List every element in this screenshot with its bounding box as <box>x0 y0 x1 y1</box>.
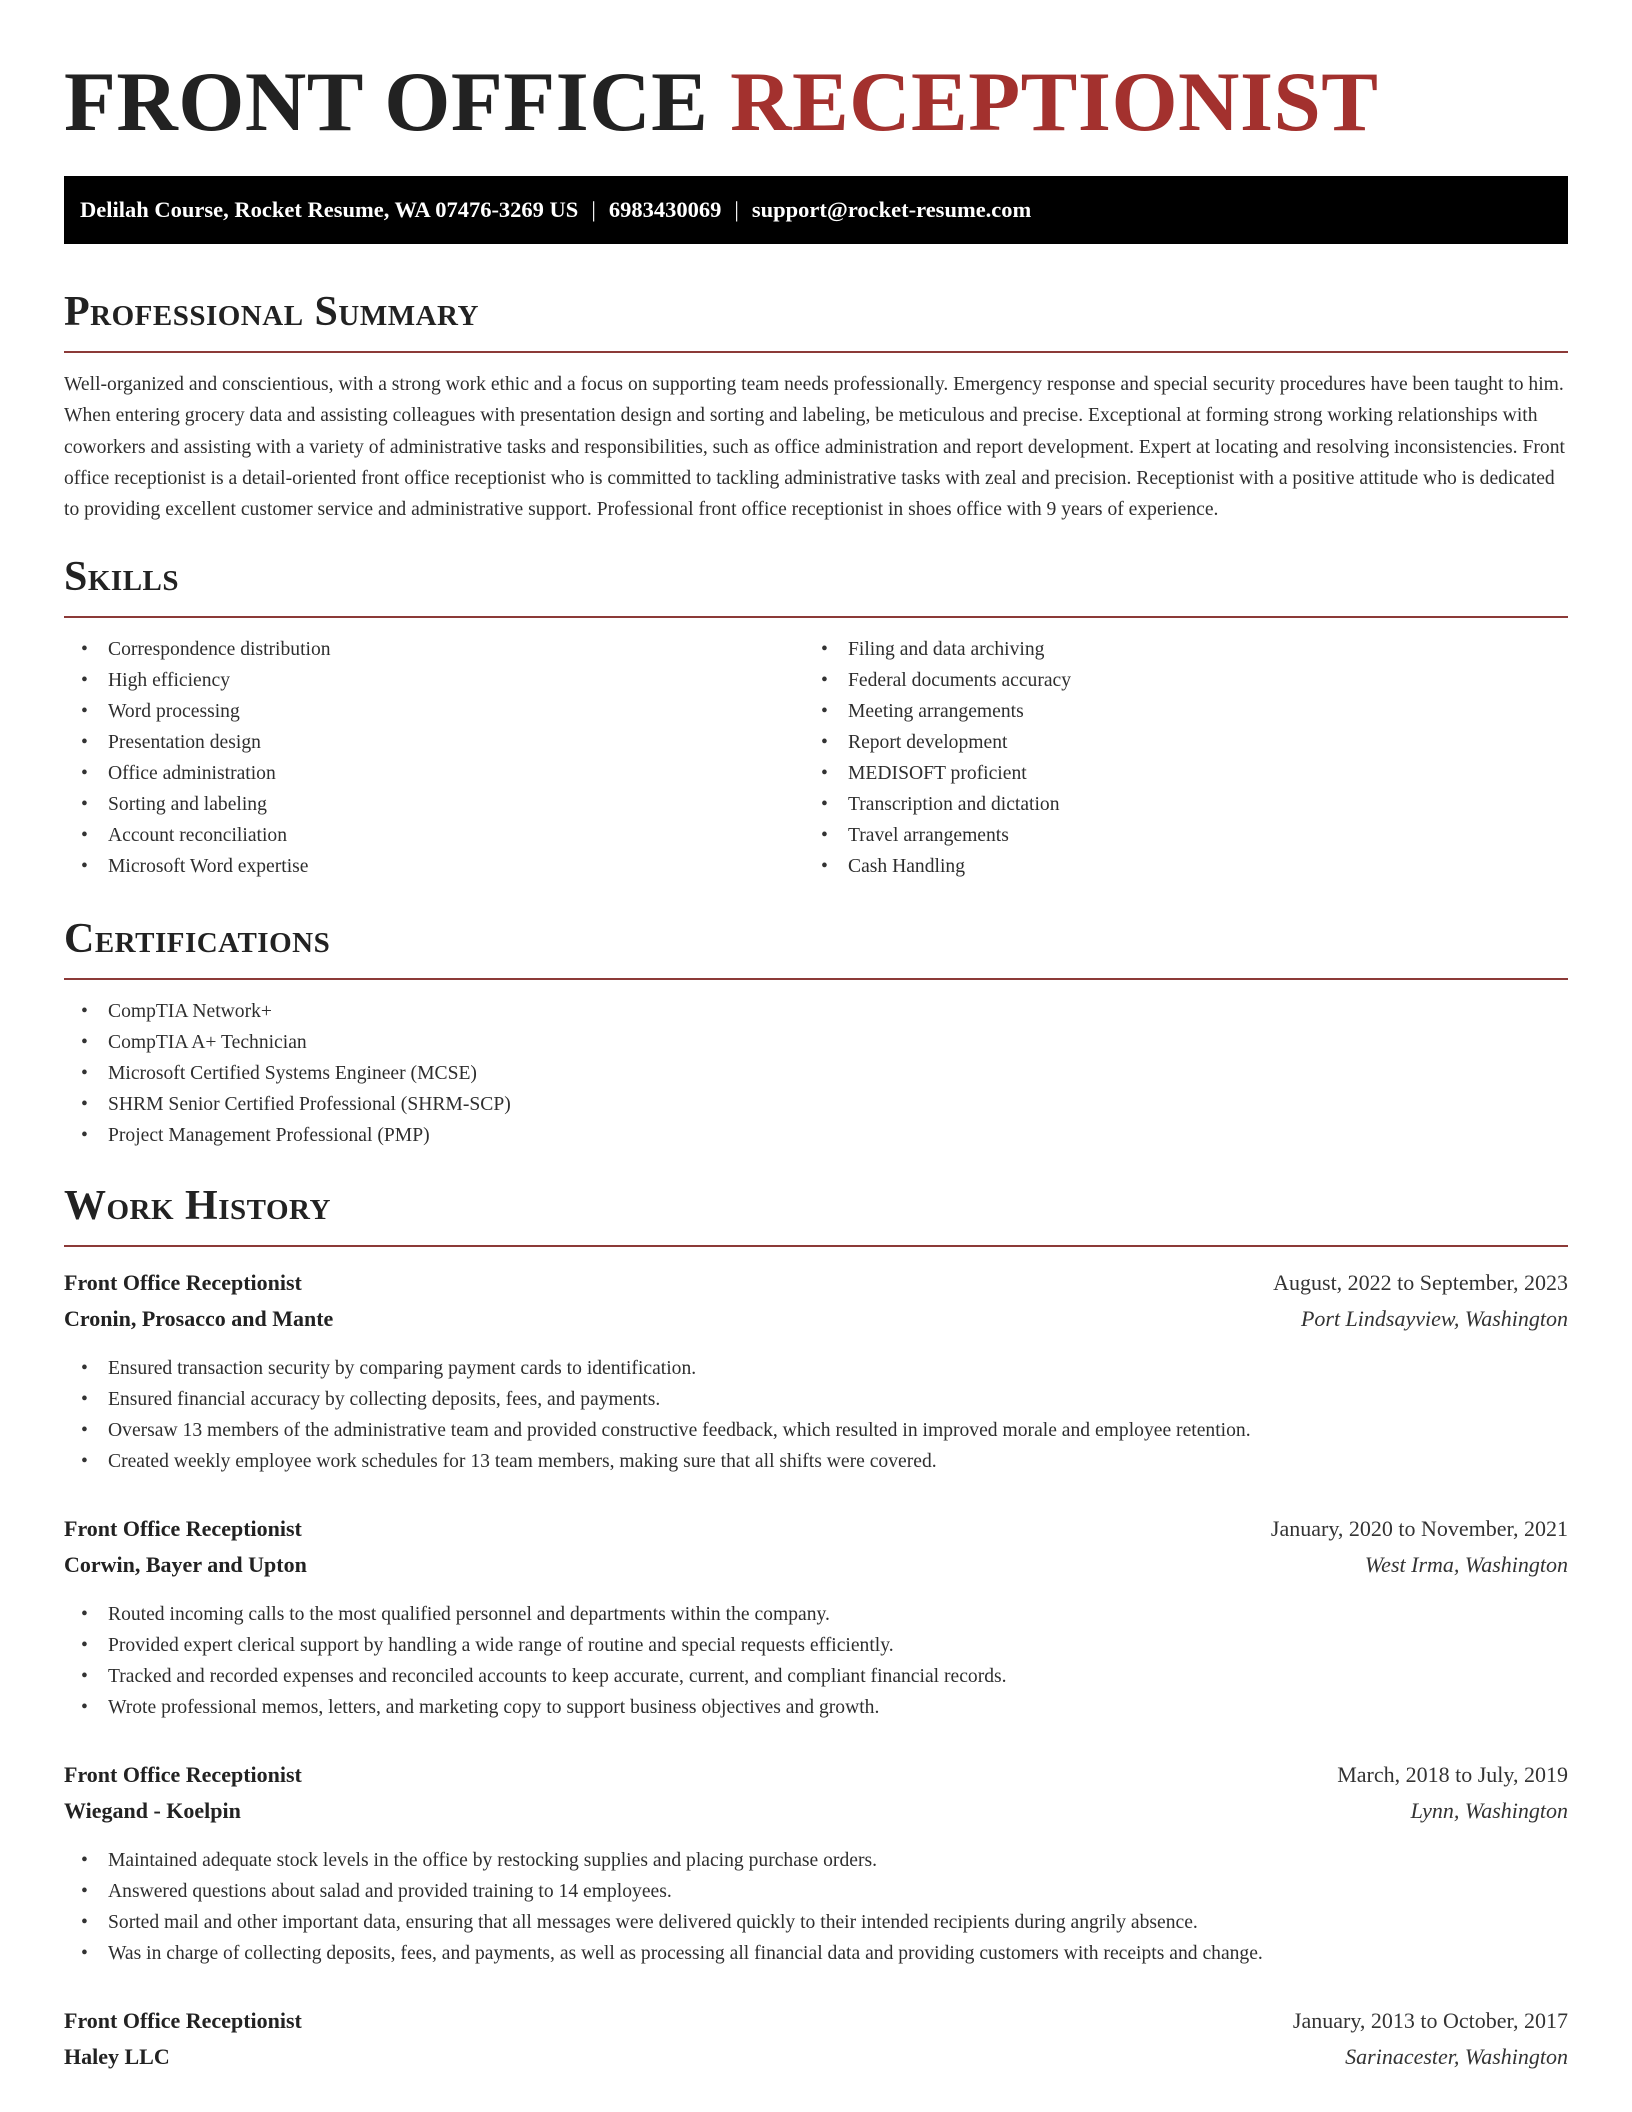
section-divider <box>64 978 1568 980</box>
job-bullet: • Ensured financial accuracy by collecting deposits, fees, and payments. <box>64 1384 1568 1415</box>
skill-item: • Federal documents accuracy <box>804 665 1544 696</box>
certification-item: • Project Management Professional (PMP) <box>64 1120 1568 1151</box>
skills-list-right <box>804 634 1544 882</box>
skill-item: • Cash Handling <box>804 851 1544 882</box>
skill-item: • Filing and data archiving <box>804 634 1544 665</box>
contact-bar <box>64 176 1568 244</box>
job-subheader-row <box>64 1547 1568 1583</box>
job-company: Corwin, Bayer and Upton <box>64 1552 307 1578</box>
job-title: Front Office Receptionist <box>64 2008 302 2034</box>
job-company: Haley LLC <box>64 2044 170 2070</box>
skill-item: • Sorting and labeling <box>64 789 804 820</box>
title-part-2: RECEPTIONIST <box>730 55 1379 149</box>
skills-grid <box>64 634 1568 882</box>
job-entry <box>64 2003 1568 2075</box>
skills-section <box>64 552 1568 882</box>
work-history-section <box>64 1181 1568 2075</box>
skill-item: • Report development <box>804 727 1544 758</box>
title-part-1: FRONT OFFICE <box>64 55 709 149</box>
job-location: Lynn, Washington <box>1410 1798 1568 1824</box>
job-dates: January, 2020 to November, 2021 <box>1270 1516 1568 1542</box>
job-bullet: • Wrote professional memos, letters, and marketing copy to support business objectives and growth. <box>64 1692 1568 1723</box>
section-heading-certifications: Certifications <box>64 916 331 963</box>
job-header-row <box>64 1757 1568 1793</box>
certification-item: • SHRM Senior Certified Professional (SHRM-SCP) <box>64 1089 1568 1120</box>
job-header-row <box>64 1265 1568 1301</box>
section-divider <box>64 616 1568 618</box>
job-location: Port Lindsayview, Washington <box>1300 1306 1568 1332</box>
job-bullet: • Ensured transaction security by comparing payment cards to identification. <box>64 1353 1568 1384</box>
skill-item: • Correspondence distribution <box>64 634 804 665</box>
job-bullet: • Tracked and recorded expenses and reconciled accounts to keep accurate, current, and compliant financial records. <box>64 1661 1568 1692</box>
job-company: Wiegand - Koelpin <box>64 1798 241 1824</box>
section-divider <box>64 351 1568 353</box>
job-bullets <box>64 1599 1568 1723</box>
certification-item: • CompTIA Network+ <box>64 996 1568 1027</box>
job-bullet: • Provided expert clerical support by handling a wide range of routine and special requests efficiently. <box>64 1630 1568 1661</box>
certification-item: • CompTIA A+ Technician <box>64 1027 1568 1058</box>
job-subheader-row <box>64 1301 1568 1337</box>
job-entry <box>64 1511 1568 1723</box>
skill-item: • High efficiency <box>64 665 804 696</box>
certifications-section <box>64 914 1568 1151</box>
resume-title <box>64 52 1568 152</box>
contact-phone: 6983430069 <box>608 197 722 222</box>
job-bullet: • Maintained adequate stock levels in the office by restocking supplies and placing purchase orders. <box>64 1845 1568 1876</box>
job-dates: January, 2013 to October, 2017 <box>1292 2008 1568 2034</box>
job-title: Front Office Receptionist <box>64 1762 302 1788</box>
skill-item: • Account reconciliation <box>64 820 804 851</box>
skill-item: • Word processing <box>64 696 804 727</box>
certifications-list <box>64 996 1568 1151</box>
contact-email: support@rocket-resume.com <box>751 197 1032 222</box>
job-title: Front Office Receptionist <box>64 1516 302 1542</box>
skills-list-left <box>64 634 804 882</box>
job-bullet: • Sorted mail and other important data, ensuring that all messages were delivered quickly to their intended recipients during angrily absence. <box>64 1907 1568 1938</box>
skill-item: • Meeting arrangements <box>804 696 1544 727</box>
job-bullet: • Routed incoming calls to the most qualified personnel and departments within the company. <box>64 1599 1568 1630</box>
skill-item: • Presentation design <box>64 727 804 758</box>
section-heading-work-history: Work History <box>64 1183 331 1230</box>
job-entry <box>64 1265 1568 1477</box>
job-location: Sarinacester, Washington <box>1345 2044 1568 2070</box>
job-header-row <box>64 1511 1568 1547</box>
job-bullets <box>64 1353 1568 1477</box>
job-bullet: • Created weekly employee work schedules for 13 team members, making sure that all shifts were covered. <box>64 1446 1568 1477</box>
skill-item: • Office administration <box>64 758 804 789</box>
skill-item: • MEDISOFT proficient <box>804 758 1544 789</box>
summary-section <box>64 287 1568 525</box>
job-bullet: • Oversaw 13 members of the administrative team and provided constructive feedback, which resulted in improved morale and employee retention. <box>64 1415 1568 1446</box>
job-bullets <box>64 1845 1568 1969</box>
contact-separator: | <box>591 197 596 222</box>
skill-item: • Microsoft Word expertise <box>64 851 804 882</box>
section-divider <box>64 1245 1568 1247</box>
job-location: West Irma, Washington <box>1364 1552 1568 1578</box>
job-company: Cronin, Prosacco and Mante <box>64 1306 334 1332</box>
job-subheader-row <box>64 1793 1568 1829</box>
contact-separator: | <box>734 197 739 222</box>
job-header-row <box>64 2003 1568 2039</box>
job-bullet: • Was in charge of collecting deposits, fees, and payments, as well as processing all financial data and providing customers with receipts and change. <box>64 1938 1568 1969</box>
job-title: Front Office Receptionist <box>64 1270 302 1296</box>
summary-text: Well-organized and conscientious, with a strong work ethic and a focus on supporting team needs professionally. Emergency response and special security procedures have been taught to him. When entering grocery data and assisting colleagues with presentation design and sorting and labeling, be meticulous and precise. Exceptional at forming strong working relationships with coworkers and assisting with a variety of administrative tasks and responsibilities, such as office administration and report development. Expert at locating and resolving inconsistencies. Front office receptionist is a detail-oriented front office receptionist who is committed to tackling administrative tasks with zeal and precision. Receptionist with a positive attitude who is dedicated to providing excellent customer service and administrative support. Professional front office receptionist in shoes office with 9 years of experience. <box>64 374 1565 521</box>
certification-item: • Microsoft Certified Systems Engineer (MCSE) <box>64 1058 1568 1089</box>
job-entry <box>64 1757 1568 1969</box>
job-bullet: • Answered questions about salad and provided training to 14 employees. <box>64 1876 1568 1907</box>
skill-item: • Transcription and dictation <box>804 789 1544 820</box>
contact-address: Delilah Course, Rocket Resume, WA 07476-3269 US <box>80 197 579 222</box>
section-heading-summary: Professional Summary <box>64 289 479 335</box>
job-subheader-row <box>64 2039 1568 2075</box>
job-dates: August, 2022 to September, 2023 <box>1273 1270 1568 1296</box>
job-dates: March, 2018 to July, 2019 <box>1337 1762 1568 1788</box>
skill-item: • Travel arrangements <box>804 820 1544 851</box>
section-heading-skills: Skills <box>64 554 180 601</box>
